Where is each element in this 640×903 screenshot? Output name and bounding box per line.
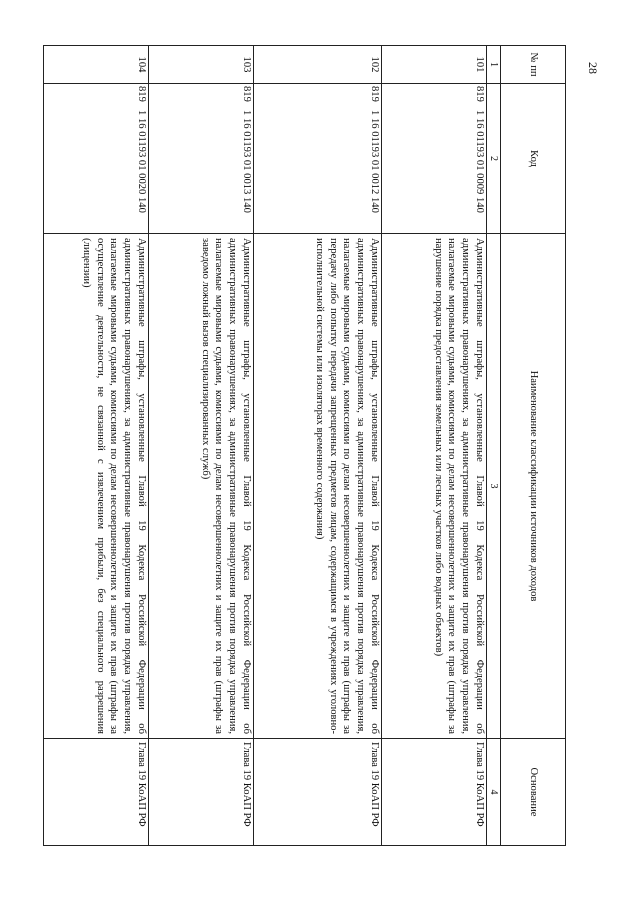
row-name: Административные штрафы, установленные Главой 19 Кодекса Российской Федерации об административных правонарушениях, за административные правонарушения против порядка управления, налагаемые мировыми судьями, комиссиями по делам несовершеннолетних и защите их прав (штрафы за нарушение порядка предоставления земельных или лесных участков либо водных объектов) [382, 234, 487, 739]
admin-code: 819 [369, 86, 380, 102]
row-name: Административные штрафы, установленные Главой 19 Кодекса Российской Федерации об административных правонарушениях, за административные правонарушения против порядка управления, налагаемые мировыми судьями, комиссиями по делам несовершеннолетних и защите их прав (штрафы за осуществление деятельности, не связанной с извлечением прибыли, без специального разрешения (лицензии) [44, 234, 149, 739]
header-row [501, 46, 566, 846]
column-number: 3 [487, 234, 501, 739]
column-number: 2 [487, 84, 501, 234]
row-name: Административные штрафы, установленные Главой 19 Кодекса Российской Федерации об административных правонарушениях, за административные правонарушения против порядка управления, налагаемые мировыми судьями, комиссиями по делам несовершеннолетних и защите их прав (штрафы за передачу либо попытку передачи запрещенных предметов лицам, содержащимся в учреждениях уголовно-исполнительной системы или изоляторах временного содержания) [254, 234, 382, 739]
table-row [254, 46, 382, 846]
row-number: 104 [44, 46, 149, 84]
table-row [149, 46, 254, 846]
column-number: 1 [487, 46, 501, 84]
column-numbers-row [487, 46, 501, 846]
table-row [382, 46, 487, 846]
header-code: Код [501, 84, 566, 234]
row-basis: Глава 19 КоАП РФ [149, 739, 254, 846]
row-basis: Глава 19 КоАП РФ [382, 739, 487, 846]
row-number: 102 [254, 46, 382, 84]
page-number: 28 [586, 62, 600, 74]
row-name: Административные штрафы, установленные Главой 19 Кодекса Российской Федерации об административных правонарушениях, за административные правонарушения против порядка управления, налагаемые мировыми судьями, комиссиями по делам несовершеннолетних и защите их прав (штрафы за заведомо ложный вызов специализированных служб) [149, 234, 254, 739]
income-code: 1 16 01193 01 0013 140 [241, 110, 252, 213]
row-code [44, 84, 149, 234]
row-basis: Глава 19 КоАП РФ [44, 739, 149, 846]
admin-code: 819 [241, 86, 252, 102]
table-row [44, 46, 149, 846]
header-number: № пп [501, 46, 566, 84]
income-code: 1 16 01193 01 0020 140 [136, 110, 147, 213]
admin-code: 819 [474, 86, 485, 102]
admin-code: 819 [136, 86, 147, 102]
row-number: 101 [382, 46, 487, 84]
header-name: Наименование классификации источников доходов [501, 234, 566, 739]
row-number: 103 [149, 46, 254, 84]
row-basis: Глава 19 КоАП РФ [254, 739, 382, 846]
column-number: 4 [487, 739, 501, 846]
row-code [149, 84, 254, 234]
rotated-table-frame [26, 45, 566, 845]
income-code: 1 16 01193 01 0009 140 [474, 110, 485, 213]
row-code [254, 84, 382, 234]
income-classification-table [43, 45, 566, 846]
row-code [382, 84, 487, 234]
income-code: 1 16 01193 01 0012 140 [369, 110, 380, 213]
header-basis: Основание [501, 739, 566, 846]
